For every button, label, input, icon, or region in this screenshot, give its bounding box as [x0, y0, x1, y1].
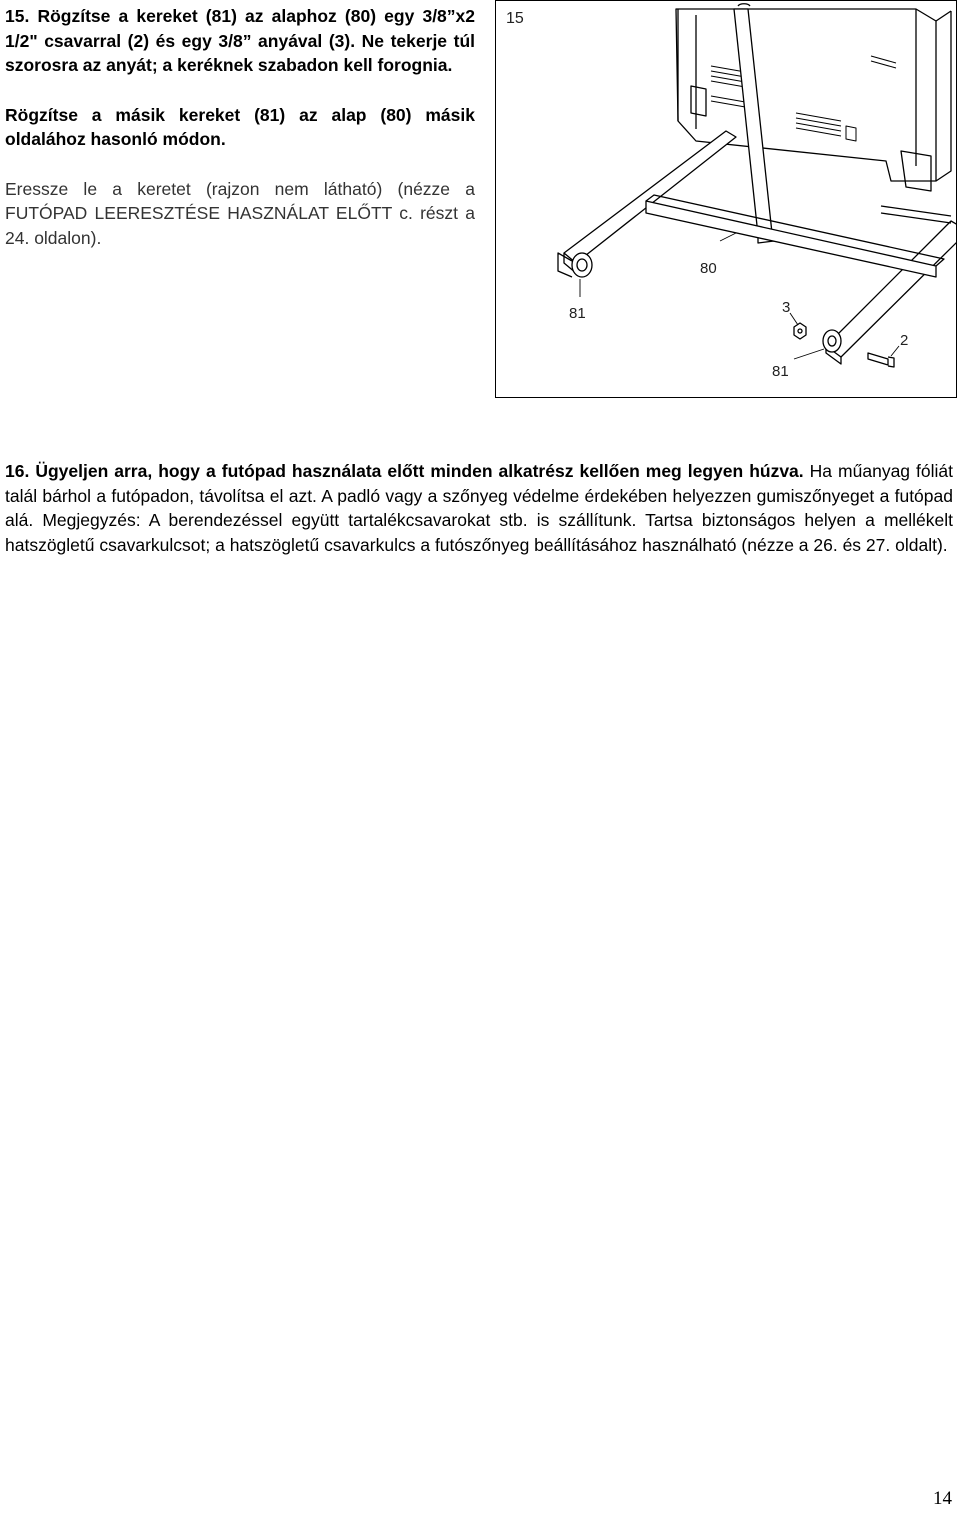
step-15-instruction: Rögzítse a kereket (81) az alaphoz (80) egy 3/8”x2 1/2" csavarral (2) és egy 3/8” anyával (3). Ne tekerje túl szorosra az anyát; a keréknek szabadon kell forognia.	[5, 6, 476, 75]
step-16-body: Ha műanyag fóliát talál bárhol a futópadon, távolítsa el azt. A padló vagy a szőnyeg védelme érdekében helyezzen gumiszőnyeget a futópad alá. Megjegyzés: A berendezéssel együtt tartalékcsavarokat stb. is szállítunk. Tartsa biztonságos helyen a mellékelt hatszögletű csavarkulcsot; a hatszögletű csavarkulcs a futószőnyeg beállításához használható (nézze a 26. és 27. oldalt).	[5, 461, 954, 555]
figure-number: 15	[506, 10, 524, 27]
step-16-text	[5, 459, 953, 557]
step-15-paragraph-2: Rögzítse a másik kereket (81) az alap (80) másik oldalához hasonló módon.	[5, 104, 475, 149]
step-15-number: 15.	[5, 6, 30, 26]
step-15-text	[5, 4, 475, 275]
step-15-paragraph-1	[5, 4, 475, 78]
callout-base-80: 80	[700, 260, 717, 277]
page-number: 14	[933, 1488, 952, 1509]
callout-wheel-81-right: 81	[772, 363, 789, 380]
callout-nut-3: 3	[782, 299, 791, 316]
callout-bolt-2: 2	[900, 332, 909, 349]
step-15-paragraph-3: Eressze le a keretet (rajzon nem látható) (nézze a FUTÓPAD LEERESZTÉSE HASZNÁLAT ELŐTT c. részt a 24. oldalon).	[5, 178, 475, 248]
step-16-lead: 16. Ügyeljen arra, hogy a futópad használata előtt minden alkatrész kellően meg legyen húzva.	[5, 461, 804, 481]
assembly-drawing	[496, 1, 957, 398]
callout-wheel-81-left: 81	[569, 305, 586, 322]
assembly-figure-15	[495, 0, 957, 398]
